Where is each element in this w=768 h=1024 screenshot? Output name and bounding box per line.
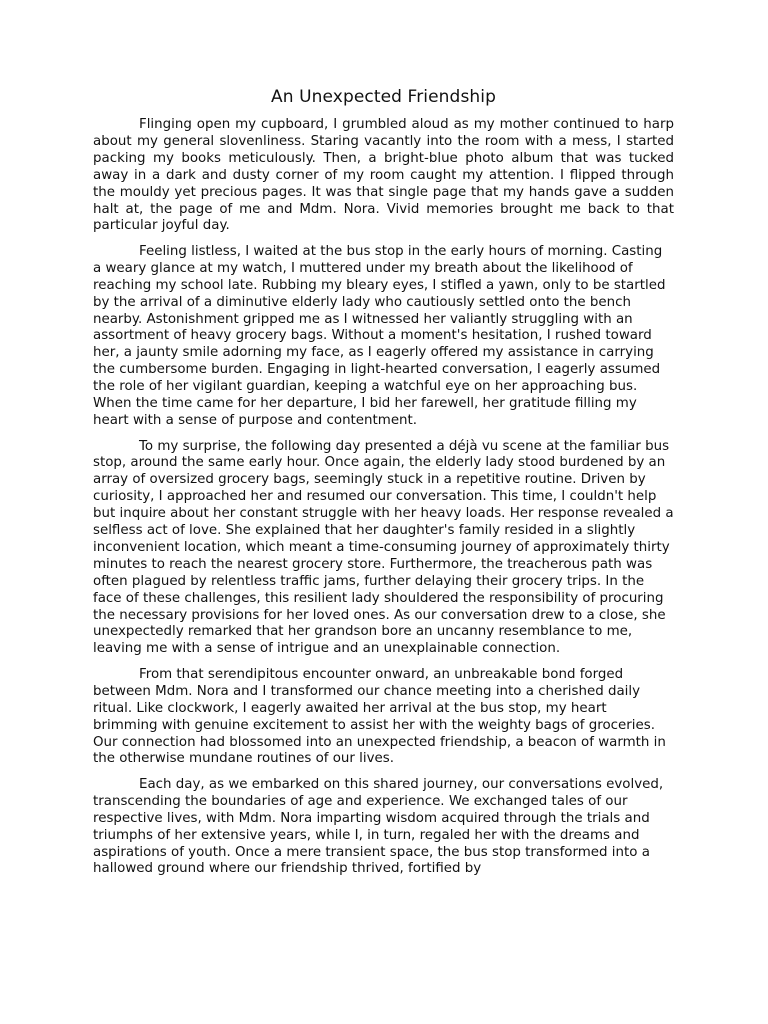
paragraph-5: Each day, as we embarked on this shared journey, our conversations evolved, transcending the boundaries of age and experience. We exchanged tales of our respective lives, with Mdm. Nora imparting wisdom acquired through the trials and triumphs of her extensive years, while I, in turn, regaled her with the dreams and aspirations of youth. Once a mere transient space, the bus stop transformed into a hallowed ground where our friendship thrived, fortified by <box>93 776 664 877</box>
paragraph-1: Flinging open my cupboard, I grumbled aloud as my mother continued to harp about my general slovenliness. Staring vacantly into the room with a mess, I started packing my books meticulously. Then, a bright-blue photo album that was tucked away in a dark and dusty corner of my room caught my attention. I flipped through the mouldy yet precious pages. It was that single page that my hands gave a sudden halt at, the page of me and Mdm. Nora. Vivid memories brought me back to that particular joyful day. <box>93 117 674 234</box>
paragraph-2: Feeling listless, I waited at the bus stop in the early hours of morning. Casting a weary glance at my watch, I muttered under my breath about the likelihood of reaching my school late. Rubbing my bleary eyes, I stifled a yawn, only to be startled by the arrival of a diminutive elderly lady who cautiously settled onto the bench nearby. Astonishment gripped me as I witnessed her valiantly struggling with an assortment of heavy grocery bags. Without a moment's hesitation, I rushed toward her, a jaunty smile adorning my face, as I eagerly offered my assistance in carrying the cumbersome burden. Engaging in light-hearted conversation, I eagerly assumed the role of her vigilant guardian, keeping a watchful eye on her approaching bus. When the time came for her departure, I bid her farewell, her gratitude filling my heart with a sense of purpose and contentment. <box>93 243 666 428</box>
paragraph-4: From that serendipitous encounter onward, an unbreakable bond forged between Mdm. Nora and I transformed our chance meeting into a cherished daily ritual. Like clockwork, I eagerly awaited her arrival at the bus stop, my heart brimming with genuine excitement to assist her with the weighty bags of groceries. Our connection had blossomed into an unexpected friendship, a beacon of warmth in the otherwise mundane routines of our lives. <box>93 666 666 767</box>
paragraph-3: To my surprise, the following day presented a déjà vu scene at the familiar bus stop, around the same early hour. Once again, the elderly lady stood burdened by an array of oversized grocery bags, seemingly stuck in a repetitive routine. Driven by curiosity, I approached her and resumed our conversation. This time, I couldn't help but inquire about her constant struggle with her heavy loads. Her response revealed a selfless act of love. She explained that her daughter's family resided in a slightly inconvenient location, which meant a time-consuming journey of approximately thirty minutes to reach the nearest grocery store. Furthermore, the treacherous path was often plagued by relentless traffic jams, further delaying their grocery trips. In the face of these challenges, this resilient lady shouldered the responsibility of procuring the necessary provisions for her loved ones. As our conversation drew to a close, she unexpectedly remarked that her grandson bore an uncanny resemblance to me, leaving me with a sense of intrigue and an unexplainable connection. <box>93 438 674 657</box>
document-title: An Unexpected Friendship <box>271 87 496 107</box>
